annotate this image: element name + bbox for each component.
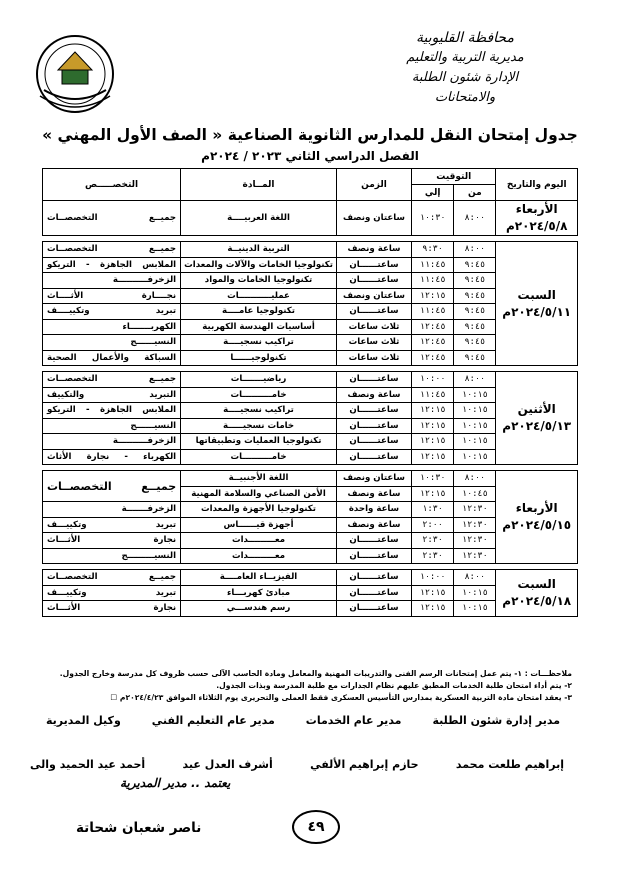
specialization-cell: النسيــــــج — [43, 335, 181, 351]
specialization-cell: التبريد والتكييف — [43, 387, 181, 403]
to-time-cell: ١٠:٣٠ — [412, 201, 454, 236]
sig-title-technical: مدير عام التعليم الفني — [151, 714, 275, 727]
from-time-cell: ١٠:١٥ — [454, 449, 496, 465]
subject-cell: عمليـــــــــــات — [181, 288, 337, 304]
col-to-header: إلي — [412, 185, 454, 201]
specialization-cell: نجارة الأثـــاث — [43, 601, 181, 617]
subject-cell: أساسيات الهندسة الكهربية — [181, 319, 337, 335]
subject-cell: الأمن الصناعي والسلامة المهنية — [181, 486, 337, 502]
specialization-cell: الزخرفــــــــــة — [43, 434, 181, 450]
day-name: الأربعاء — [515, 202, 558, 216]
specialization-cell: الزخرفــــــــــة — [43, 273, 181, 289]
to-time-cell: ١١:٤٥ — [412, 304, 454, 320]
to-time-cell: ٢:٠٠ — [412, 517, 454, 533]
specialization-cell: تبريد وتكييـــف — [43, 585, 181, 601]
subject-cell: تكنولوجيــــــا — [181, 350, 337, 366]
to-time-cell: ٢:٣٠ — [412, 533, 454, 549]
col-spec-header: التخصـــــص — [43, 169, 181, 201]
specialization-cell: نجارة الأثـــاث — [43, 533, 181, 549]
specialization-cell: الكهربـــــــاء — [43, 319, 181, 335]
col-day-header: اليوم والتاريخ — [496, 169, 578, 201]
subject-cell: تكنولوجيا الخامات والمواد — [181, 273, 337, 289]
specialization-cell: الملابس الجاهزة - التريكو — [43, 257, 181, 273]
day-date: ٢٠٢٤/٥/٨م — [505, 219, 568, 233]
specialization-cell: نجــــارة الأثــــاث — [43, 288, 181, 304]
day-date: ٢٠٢٤/٥/١١م — [502, 304, 572, 319]
day-cell — [496, 201, 578, 236]
table-row — [43, 201, 578, 236]
day-name: الأثنين — [517, 402, 556, 416]
col-timing-header: التوقيت — [412, 169, 496, 185]
from-time-cell: ٨:٠٠ — [454, 242, 496, 258]
directorate-name: مديرية التربية والتعليم — [406, 50, 524, 65]
duration-cell: ساعتان ونصف — [336, 201, 411, 236]
to-time-cell: ١٢:١٥ — [412, 486, 454, 502]
sig-name-3: أشرف العدل عيد — [182, 758, 273, 771]
table-row — [43, 570, 578, 586]
col-duration-header: الزمن — [336, 169, 411, 201]
page-title: جدول إمتحان النقل للمدارس الثانوية الصناعية « الصف الأول المهني » — [42, 126, 578, 144]
signature-titles — [46, 714, 560, 727]
from-time-cell: ١٠:١٥ — [454, 434, 496, 450]
duration-cell: ساعتــــــان — [336, 601, 411, 617]
page-subtitle: الفصل الدراسي الثاني ٢٠٢٣ / ٢٠٢٤م — [201, 149, 419, 163]
subject-cell: خامــــــــــات — [181, 449, 337, 465]
director-name: ناصر شعبان شحاتة — [76, 820, 202, 836]
to-time-cell: ١٠:٠٠ — [412, 570, 454, 586]
subject-cell: تراكيب نسجيــــة — [181, 335, 337, 351]
governorate-name: محافظة القليوبية — [416, 30, 514, 46]
checkbox-icon: ☐ — [110, 693, 118, 702]
specialization-cell: النسيــــــج — [43, 418, 181, 434]
table-row — [43, 372, 578, 388]
specialization-cell: النسيـــــــــج — [43, 548, 181, 564]
subject-cell: أجهزة قيــــــاس — [181, 517, 337, 533]
to-time-cell: ١١:٤٥ — [412, 387, 454, 403]
from-time-cell: ٩:٤٥ — [454, 319, 496, 335]
from-time-cell: ١٠:١٥ — [454, 601, 496, 617]
duration-cell: ساعتــــــان — [336, 304, 411, 320]
duration-cell: ساعتــــــان — [336, 403, 411, 419]
day-date: ٢٠٢٤/٥/١٣م — [502, 419, 572, 433]
subject-cell: رياضيـــــــات — [181, 372, 337, 388]
table-row — [43, 471, 578, 487]
duration-cell: ساعتان ونصف — [336, 288, 411, 304]
duration-cell: ساعتــــــان — [336, 434, 411, 450]
schedule-table — [42, 168, 578, 617]
sig-name-2: حازم إبراهيم الألفي — [310, 758, 419, 771]
subject-cell: اللغة الأجنبيــة — [181, 471, 337, 487]
duration-cell: ثلاث ساعات — [336, 319, 411, 335]
specialization-cell: الملابس الجاهزة - التريكو — [43, 403, 181, 419]
to-time-cell: ١٢:٤٥ — [412, 335, 454, 351]
specialization-cell: تبريد وتكييـــف — [43, 517, 181, 533]
to-time-cell: ١٢:٤٥ — [412, 350, 454, 366]
from-time-cell: ٨:٠٠ — [454, 471, 496, 487]
subject-cell: رسم هندســـي — [181, 601, 337, 617]
specialization-cell: جميــع التخصصــات — [43, 242, 181, 258]
specialization-cell: الزخرفـــــــة — [43, 502, 181, 518]
duration-cell: ساعتــــــان — [336, 570, 411, 586]
to-time-cell: ١٠:٠٠ — [412, 372, 454, 388]
duration-cell: ساعتــــــان — [336, 449, 411, 465]
from-time-cell: ١٠:١٥ — [454, 387, 496, 403]
duration-cell: ساعتــــــان — [336, 418, 411, 434]
from-time-cell: ٩:٤٥ — [454, 350, 496, 366]
from-time-cell: ١٠:١٥ — [454, 418, 496, 434]
to-time-cell: ١٢:١٥ — [412, 434, 454, 450]
department-name: الإدارة شئون الطلبة والامتحانات — [411, 70, 519, 105]
duration-cell: ساعتــــــان — [336, 257, 411, 273]
duration-cell: ساعة واحدة — [336, 502, 411, 518]
specialization-cell: جميــع التخصصــات — [43, 201, 181, 236]
to-time-cell: ٢:٣٠ — [412, 548, 454, 564]
specialization-cell: الكهرباء - نجارة الأثاث — [43, 449, 181, 465]
from-time-cell: ١٠:٤٥ — [454, 486, 496, 502]
approval-line: يعتمد .. مدير المديرية — [120, 776, 231, 790]
subject-cell: مبادئ كهربـــاء — [181, 585, 337, 601]
note-1: ١- يتم عمل إمتحانات الرسم الفنى والتدريبات المهنية والمعامل ومادة الحاسب الآلى حسب ظروف كل مدرسة وخارج الجدول. — [59, 669, 523, 678]
duration-cell: ساعة ونصف — [336, 387, 411, 403]
col-from-header: من — [454, 185, 496, 201]
duration-cell: ساعتــــــان — [336, 585, 411, 601]
to-time-cell: ١٢:١٥ — [412, 585, 454, 601]
specialization-cell: السباكة والأعمال الصحية — [43, 350, 181, 366]
to-time-cell: ٩:٣٠ — [412, 242, 454, 258]
from-time-cell: ١٢:٣٠ — [454, 548, 496, 564]
duration-cell: ساعتــــــان — [336, 533, 411, 549]
subject-cell: تكنولوجيا الخامات والآلات والمعدات — [181, 257, 337, 273]
to-time-cell: ١٢:١٥ — [412, 403, 454, 419]
to-time-cell: ١٢:١٥ — [412, 449, 454, 465]
specialization-cell: جميــع التخصصــات — [43, 372, 181, 388]
subject-cell: تكنولوجيا العمليات وتطبيقاتها — [181, 434, 337, 450]
subject-cell: الفيزيــاء العامــــة — [181, 570, 337, 586]
to-time-cell: ١٢:١٥ — [412, 288, 454, 304]
day-name: السبت — [517, 287, 556, 302]
from-time-cell: ١٠:١٥ — [454, 585, 496, 601]
sig-name-4: أحمد عيد الحميد والى — [30, 758, 146, 771]
notes-label: ملاحظـــات : — [524, 669, 572, 678]
duration-cell: ساعة ونصف — [336, 486, 411, 502]
day-cell — [496, 242, 578, 366]
duration-cell: ساعتــــــان — [336, 548, 411, 564]
from-time-cell: ٩:٤٥ — [454, 273, 496, 289]
page-number: ٤٩ — [292, 810, 340, 844]
col-subject-header: المــادة — [181, 169, 337, 201]
duration-cell: ثلاث ساعات — [336, 335, 411, 351]
notes-block — [46, 668, 572, 704]
sig-name-1: إبراهيم طلعت محمد — [455, 758, 564, 771]
specialization-cell: تبريد وتكييــــف — [43, 304, 181, 320]
specialization-cell: جميــع التخصصــات — [43, 570, 181, 586]
specialization-cell: جميــع التخصصــات — [43, 471, 181, 502]
subject-cell: تكنولوجيا عامــــة — [181, 304, 337, 320]
sig-title-students-affairs: مدير إدارة شئون الطلبة — [432, 714, 560, 727]
from-time-cell: ٩:٤٥ — [454, 288, 496, 304]
to-time-cell: ١٠:٣٠ — [412, 471, 454, 487]
to-time-cell: ١٢:١٥ — [412, 601, 454, 617]
subject-cell: خامات نسجيـــــة — [181, 418, 337, 434]
day-name: السبت — [517, 576, 556, 591]
day-date: ٢٠٢٤/٥/١٨م — [502, 593, 572, 608]
from-time-cell: ١٢:٣٠ — [454, 517, 496, 533]
day-cell — [496, 570, 578, 617]
header-block — [380, 28, 550, 108]
table-row — [43, 242, 578, 258]
from-time-cell: ٨:٠٠ — [454, 372, 496, 388]
directorate-logo — [24, 30, 126, 122]
note-2: ٢- يتم أداء امتحان طلبة الخدمات المطبق عليهم نظام الجدارات مع طلبة المدرسة وبذات الجدول. — [216, 681, 572, 690]
to-time-cell: ١١:٤٥ — [412, 273, 454, 289]
day-date: ٢٠٢٤/٥/١٥م — [502, 518, 572, 532]
sig-title-services: مدير عام الخدمات — [305, 714, 402, 727]
to-time-cell: ١٢:١٥ — [412, 418, 454, 434]
to-time-cell: ١٢:٤٥ — [412, 319, 454, 335]
signature-names — [30, 758, 564, 771]
day-cell — [496, 471, 578, 564]
from-time-cell: ٩:٤٥ — [454, 335, 496, 351]
duration-cell: ساعة ونصف — [336, 517, 411, 533]
subject-cell: تراكيب نسجيــــة — [181, 403, 337, 419]
duration-cell: ساعتــــــان — [336, 273, 411, 289]
subject-cell: معـــــــــدات — [181, 533, 337, 549]
from-time-cell: ١٢:٣٠ — [454, 502, 496, 518]
schedule-body — [43, 201, 578, 617]
duration-cell: ساعتان ونصف — [336, 471, 411, 487]
from-time-cell: ١٠:١٥ — [454, 403, 496, 419]
from-time-cell: ٨:٠٠ — [454, 570, 496, 586]
day-name: الأربعاء — [515, 501, 558, 515]
duration-cell: ثلاث ساعات — [336, 350, 411, 366]
from-time-cell: ٩:٤٥ — [454, 304, 496, 320]
from-time-cell: ٨:٠٠ — [454, 201, 496, 236]
to-time-cell: ١:٣٠ — [412, 502, 454, 518]
to-time-cell: ١١:٤٥ — [412, 257, 454, 273]
subject-cell: خامــــــــــات — [181, 387, 337, 403]
subject-cell: تكنولوجيا الأجهزة والمعدات — [181, 502, 337, 518]
subject-cell: معـــــــــدات — [181, 548, 337, 564]
day-cell — [496, 372, 578, 465]
duration-cell: ساعة ونصف — [336, 242, 411, 258]
note-3: ٣- يعقد امتحان مادة التربية العسكرية بمدارس التأسيس العسكرى فقط العملى والتحريرى يوم الثلاثاء الموافق ٢٠٢٤/٤/٢٣م — [119, 693, 572, 702]
subject-cell: التربية الدينيــة — [181, 242, 337, 258]
sig-title-deputy: وكيل المديرية — [46, 714, 121, 727]
from-time-cell: ٩:٤٥ — [454, 257, 496, 273]
subject-cell: اللغة العربيــــة — [181, 201, 337, 236]
duration-cell: ساعتــــــان — [336, 372, 411, 388]
from-time-cell: ١٢:٣٠ — [454, 533, 496, 549]
